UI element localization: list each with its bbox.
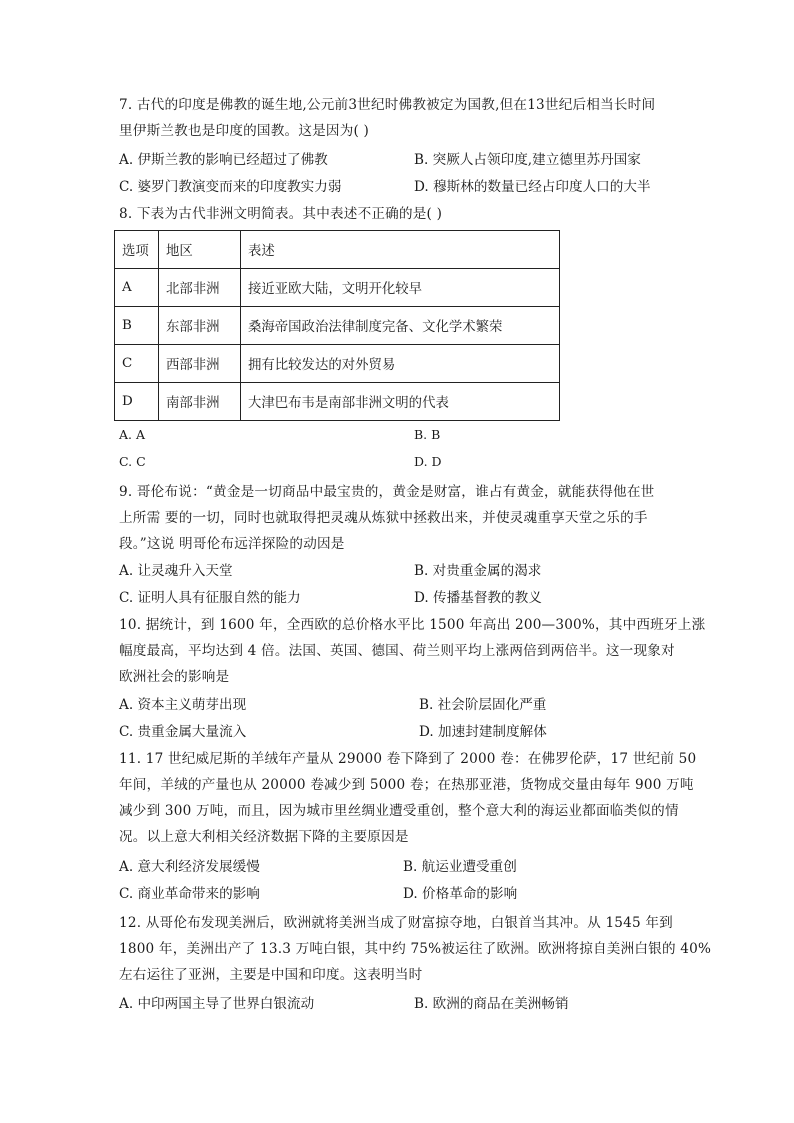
africa-civilization-table — [114, 230, 560, 421]
table-cell: 西部非洲 — [159, 345, 241, 383]
q9-stem-line-3: 段。”这说 明哥伦布远洋探险的动因是 — [119, 536, 345, 552]
table-row — [115, 269, 560, 307]
q11-option-a[interactable]: A. 意大利经济发展缓慢 — [119, 859, 260, 875]
q11-stem-line-1: 11. 17 世纪威尼斯的羊绒年产量从 29000 卷下降到了 2000 卷：在佛罗伦萨，17 世纪前 50 — [119, 751, 697, 767]
table-cell: 拥有比较发达的对外贸易 — [241, 345, 560, 383]
q10-option-c[interactable]: C. 贵重金属大量流入 — [119, 724, 247, 740]
table-row — [115, 383, 560, 421]
table-cell: 东部非洲 — [159, 307, 241, 345]
q10-stem-line-2: 幅度最高，平均达到 4 倍。法国、英国、德国、荷兰则平均上涨两倍到两倍半。这一现象对 — [119, 643, 675, 659]
q7-stem-line-1: 7. 古代的印度是佛教的诞生地,公元前3世纪时佛教被定为国教,但在13世纪后相当长时间 — [119, 97, 656, 113]
q8-stem: 8. 下表为古代非洲文明简表。其中表述不正确的是( ) — [119, 206, 443, 222]
q9-option-d[interactable]: D. 传播基督教的教义 — [414, 590, 542, 606]
q9-stem-line-1: 9. 哥伦布说：“黄金是一切商品中最宝贵的，黄金是财富，谁占有黄金，就能获得他在世 — [119, 484, 655, 500]
table-cell: C — [115, 345, 159, 383]
q9-stem-line-2: 上所需 要的一切，同时也就取得把灵魂从炼狱中拯救出来，并使灵魂重享天堂之乐的手 — [119, 510, 648, 526]
q10-stem-line-1: 10. 据统计，到 1600 年，全西欧的总价格水平比 1500 年高出 200—300%，其中西班牙上涨 — [119, 617, 706, 633]
q12-stem-line-2: 1800 年，美洲出产了 13.3 万吨白银，其中约 75%被运往了欧洲。欧洲将掠自美洲白银的 40% — [119, 941, 712, 957]
table-cell: B — [115, 307, 159, 345]
q12-option-b[interactable]: B. 欧洲的商品在美洲畅销 — [414, 996, 569, 1012]
table-header-cell: 表述 — [241, 231, 560, 269]
q11-option-c[interactable]: C. 商业革命带来的影响 — [119, 886, 260, 902]
q8-option-b[interactable]: B. B — [414, 427, 441, 442]
table-cell: 北部非洲 — [159, 269, 241, 307]
q7-option-a[interactable]: A. 伊斯兰教的影响已经超过了佛教 — [119, 152, 328, 168]
table-cell: 大津巴布韦是南部非洲文明的代表 — [241, 383, 560, 421]
q11-stem-line-4: 况。以上意大利相关经济数据下降的主要原因是 — [119, 829, 409, 845]
table-cell: 桑海帝国政治法律制度完备、文化学术繁荣 — [241, 307, 560, 345]
q10-option-a[interactable]: A. 资本主义萌芽出现 — [119, 697, 247, 713]
q10-option-d[interactable]: D. 加速封建制度解体 — [419, 724, 547, 740]
table-header-cell: 选项 — [115, 231, 159, 269]
q12-stem-line-1: 12. 从哥伦布发现美洲后，欧洲就将美洲当成了财富掠夺地，白银首当其冲。从 1545 年到 — [119, 915, 673, 931]
q7-stem-line-2: 里伊斯兰教也是印度的国教。这是因为( ) — [119, 123, 370, 139]
table-header-cell: 地区 — [159, 231, 241, 269]
q8-option-a[interactable]: A. A — [119, 427, 146, 442]
q8-option-d[interactable]: D. D — [414, 454, 442, 469]
q10-option-b[interactable]: B. 社会阶层固化严重 — [419, 697, 547, 713]
q12-option-a[interactable]: A. 中印两国主导了世界白银流动 — [119, 996, 315, 1012]
q11-option-d[interactable]: D. 价格革命的影响 — [403, 886, 518, 902]
q11-stem-line-2: 年间，羊绒的产量也从 20000 卷减少到 5000 卷；在热那亚港，货物成交量由每年 900 万吨 — [119, 777, 694, 793]
table-row — [115, 307, 560, 345]
table-row — [115, 345, 560, 383]
q11-stem-line-3: 减少到 300 万吨，而且，因为城市里丝绸业遭受重创，整个意大利的海运业都面临类似的情 — [119, 803, 679, 819]
q10-stem-line-3: 欧洲社会的影响是 — [119, 669, 230, 685]
q7-option-d[interactable]: D. 穆斯林的数量已经占印度人口的大半 — [414, 179, 651, 195]
q9-option-a[interactable]: A. 让灵魂升入天堂 — [119, 563, 233, 579]
table-cell: 接近亚欧大陆，文明开化较早 — [241, 269, 560, 307]
q9-option-c[interactable]: C. 证明人具有征服自然的能力 — [119, 590, 301, 606]
q11-option-b[interactable]: B. 航运业遭受重创 — [403, 859, 517, 875]
q7-option-b[interactable]: B. 突厥人占领印度,建立德里苏丹国家 — [414, 152, 641, 168]
table-cell: D — [115, 383, 159, 421]
q9-option-b[interactable]: B. 对贵重金属的渴求 — [414, 563, 542, 579]
q7-option-c[interactable]: C. 婆罗门教演变而来的印度教实力弱 — [119, 179, 342, 195]
q8-option-c[interactable]: C. C — [119, 454, 146, 469]
table-cell: 南部非洲 — [159, 383, 241, 421]
table-header-row — [115, 231, 560, 269]
q12-stem-line-3: 左右运往了亚洲，主要是中国和印度。这表明当时 — [119, 967, 423, 983]
table-cell: A — [115, 269, 159, 307]
